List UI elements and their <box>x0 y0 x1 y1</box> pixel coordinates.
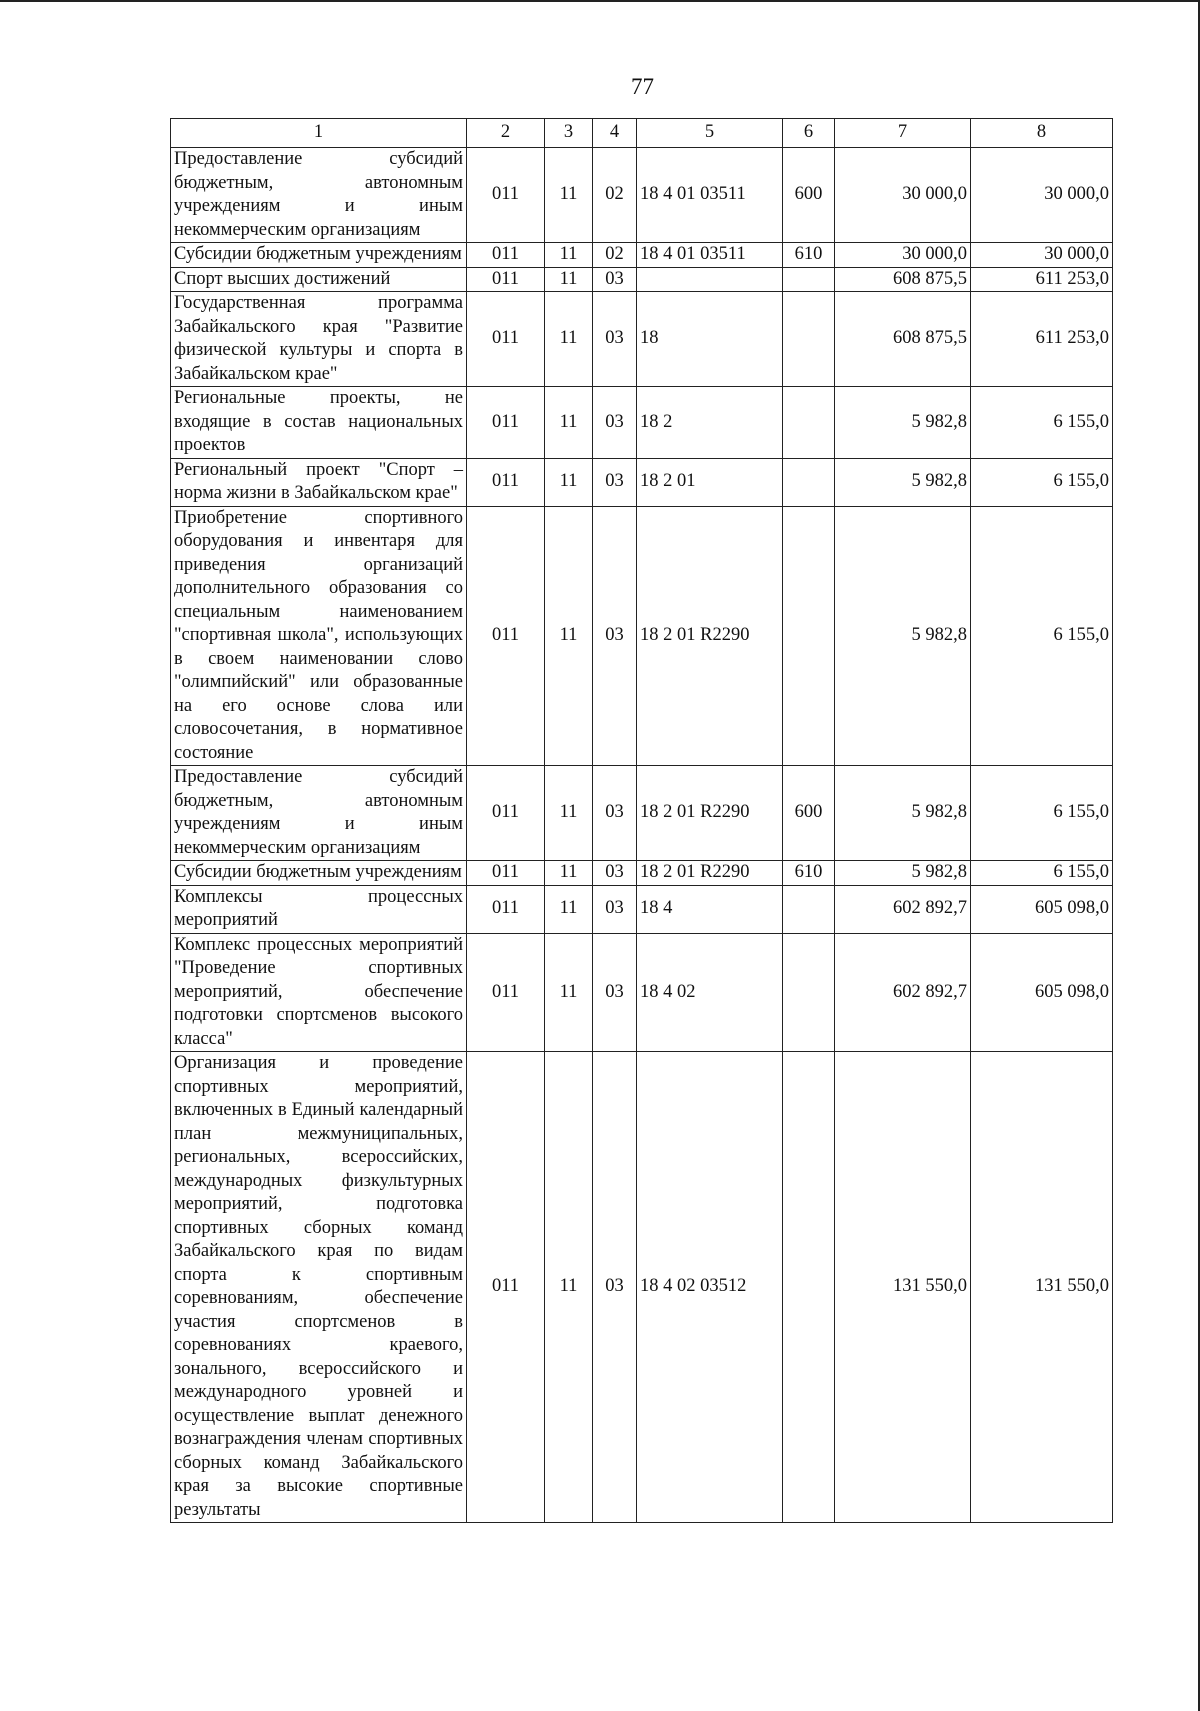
amount-year1-cell: 30 000,0 <box>835 243 971 268</box>
section-code-cell: 11 <box>545 148 593 243</box>
table-row <box>171 506 1113 766</box>
expense-type-cell <box>783 506 835 766</box>
ministry-code-cell: 011 <box>467 1052 545 1523</box>
header-cell: 6 <box>783 119 835 148</box>
amount-year1-cell: 608 875,5 <box>835 292 971 387</box>
amount-year1-cell: 5 982,8 <box>835 766 971 861</box>
ministry-code-cell: 011 <box>467 766 545 861</box>
amount-year2-cell: 30 000,0 <box>971 243 1113 268</box>
table-row <box>171 933 1113 1052</box>
ministry-code-cell: 011 <box>467 292 545 387</box>
subsection-code-cell: 03 <box>593 861 637 886</box>
ministry-code-cell: 011 <box>467 387 545 459</box>
row-name-cell: Субсидии бюджетным учреждениям <box>171 243 467 268</box>
row-name-cell: Приобретение спортивного оборудования и инвентаря для приведения организаций дополнительного образования со специальным наименованием "спортивная школа", использующих в своем наименовании слово "олимпийский" или образованные на его основе слова или словосочетания, в нормативное состояние <box>171 506 467 766</box>
header-cell: 5 <box>637 119 783 148</box>
section-code-cell: 11 <box>545 458 593 506</box>
target-article-cell: 18 2 01 R2290 <box>637 506 783 766</box>
expense-type-cell <box>783 885 835 933</box>
amount-year1-cell: 5 982,8 <box>835 387 971 459</box>
ministry-code-cell: 011 <box>467 148 545 243</box>
amount-year2-cell: 611 253,0 <box>971 292 1113 387</box>
row-name-cell: Спорт высших достижений <box>171 267 467 292</box>
expense-type-cell: 600 <box>783 766 835 861</box>
page-number: 77 <box>631 74 654 99</box>
section-code-cell: 11 <box>545 506 593 766</box>
amount-year1-cell: 5 982,8 <box>835 506 971 766</box>
expense-type-cell <box>783 1052 835 1523</box>
ministry-code-cell: 011 <box>467 243 545 268</box>
subsection-code-cell: 03 <box>593 885 637 933</box>
subsection-code-cell: 03 <box>593 292 637 387</box>
amount-year2-cell: 611 253,0 <box>971 267 1113 292</box>
subsection-code-cell: 03 <box>593 933 637 1052</box>
row-name-cell: Организация и проведение спортивных мероприятий, включенных в Единый календарный план межмуниципальных, региональных, всероссийских, международных физкультурных мероприятий, подготовка спортивных сборных команд Забайкальского края по видам спорта к спортивным соревнованиям, обеспечение участия спортсменов в соревнованиях краевого, зонального, всероссийского и международного уровней и осуществление выплат денежного вознаграждения членам спортивных сборных команд Забайкальского края за высокие спортивные результаты <box>171 1052 467 1523</box>
table-row <box>171 458 1113 506</box>
ministry-code-cell: 011 <box>467 861 545 886</box>
amount-year2-cell: 6 155,0 <box>971 506 1113 766</box>
amount-year1-cell: 5 982,8 <box>835 458 971 506</box>
amount-year2-cell: 6 155,0 <box>971 861 1113 886</box>
target-article-cell: 18 4 <box>637 885 783 933</box>
ministry-code-cell: 011 <box>467 885 545 933</box>
budget-table <box>170 118 1113 1523</box>
target-article-cell: 18 4 01 03511 <box>637 148 783 243</box>
table-row <box>171 148 1113 243</box>
table-row <box>171 861 1113 886</box>
section-code-cell: 11 <box>545 766 593 861</box>
subsection-code-cell: 02 <box>593 243 637 268</box>
section-code-cell: 11 <box>545 933 593 1052</box>
target-article-cell: 18 4 02 03512 <box>637 1052 783 1523</box>
expense-type-cell: 600 <box>783 148 835 243</box>
subsection-code-cell: 03 <box>593 766 637 861</box>
target-article-cell: 18 <box>637 292 783 387</box>
amount-year2-cell: 6 155,0 <box>971 387 1113 459</box>
amount-year2-cell: 131 550,0 <box>971 1052 1113 1523</box>
section-code-cell: 11 <box>545 292 593 387</box>
expense-type-cell <box>783 458 835 506</box>
target-article-cell: 18 2 <box>637 387 783 459</box>
table-row <box>171 292 1113 387</box>
target-article-cell <box>637 267 783 292</box>
row-name-cell: Комплекс процессных мероприятий "Проведение спортивных мероприятий, обеспечение подготовки спортсменов высокого класса" <box>171 933 467 1052</box>
table-row <box>171 267 1113 292</box>
amount-year1-cell: 602 892,7 <box>835 933 971 1052</box>
header-row <box>171 119 1113 148</box>
expense-type-cell <box>783 387 835 459</box>
section-code-cell: 11 <box>545 861 593 886</box>
amount-year2-cell: 6 155,0 <box>971 766 1113 861</box>
amount-year1-cell: 608 875,5 <box>835 267 971 292</box>
expense-type-cell: 610 <box>783 861 835 886</box>
row-name-cell: Предоставление субсидий бюджетным, автономным учреждениям и иным некоммерческим организациям <box>171 148 467 243</box>
amount-year1-cell: 602 892,7 <box>835 885 971 933</box>
section-code-cell: 11 <box>545 1052 593 1523</box>
expense-type-cell <box>783 292 835 387</box>
subsection-code-cell: 03 <box>593 1052 637 1523</box>
subsection-code-cell: 03 <box>593 458 637 506</box>
table-row <box>171 243 1113 268</box>
target-article-cell: 18 2 01 <box>637 458 783 506</box>
section-code-cell: 11 <box>545 885 593 933</box>
subsection-code-cell: 02 <box>593 148 637 243</box>
subsection-code-cell: 03 <box>593 506 637 766</box>
amount-year2-cell: 30 000,0 <box>971 148 1113 243</box>
amount-year2-cell: 6 155,0 <box>971 458 1113 506</box>
section-code-cell: 11 <box>545 243 593 268</box>
page-top-border <box>0 0 1200 2</box>
ministry-code-cell: 011 <box>467 458 545 506</box>
target-article-cell: 18 2 01 R2290 <box>637 861 783 886</box>
row-name-cell: Региональный проект "Спорт – норма жизни в Забайкальском крае" <box>171 458 467 506</box>
amount-year1-cell: 30 000,0 <box>835 148 971 243</box>
header-cell: 2 <box>467 119 545 148</box>
section-code-cell: 11 <box>545 387 593 459</box>
expense-type-cell <box>783 933 835 1052</box>
header-cell: 3 <box>545 119 593 148</box>
amount-year2-cell: 605 098,0 <box>971 885 1113 933</box>
subsection-code-cell: 03 <box>593 267 637 292</box>
target-article-cell: 18 4 02 <box>637 933 783 1052</box>
header-cell: 1 <box>171 119 467 148</box>
row-name-cell: Субсидии бюджетным учреждениям <box>171 861 467 886</box>
amount-year2-cell: 605 098,0 <box>971 933 1113 1052</box>
table-row <box>171 387 1113 459</box>
amount-year1-cell: 5 982,8 <box>835 861 971 886</box>
amount-year1-cell: 131 550,0 <box>835 1052 971 1523</box>
row-name-cell: Региональные проекты, не входящие в состав национальных проектов <box>171 387 467 459</box>
target-article-cell: 18 2 01 R2290 <box>637 766 783 861</box>
ministry-code-cell: 011 <box>467 267 545 292</box>
subsection-code-cell: 03 <box>593 387 637 459</box>
header-cell: 4 <box>593 119 637 148</box>
row-name-cell: Государственная программа Забайкальского края "Развитие физической культуры и спорта в Забайкальском крае" <box>171 292 467 387</box>
table-row <box>171 766 1113 861</box>
header-cell: 7 <box>835 119 971 148</box>
ministry-code-cell: 011 <box>467 506 545 766</box>
header-cell: 8 <box>971 119 1113 148</box>
table-row <box>171 885 1113 933</box>
expense-type-cell <box>783 267 835 292</box>
row-name-cell: Предоставление субсидий бюджетным, автономным учреждениям и иным некоммерческим организациям <box>171 766 467 861</box>
row-name-cell: Комплексы процессных мероприятий <box>171 885 467 933</box>
target-article-cell: 18 4 01 03511 <box>637 243 783 268</box>
ministry-code-cell: 011 <box>467 933 545 1052</box>
section-code-cell: 11 <box>545 267 593 292</box>
expense-type-cell: 610 <box>783 243 835 268</box>
table-row <box>171 1052 1113 1523</box>
